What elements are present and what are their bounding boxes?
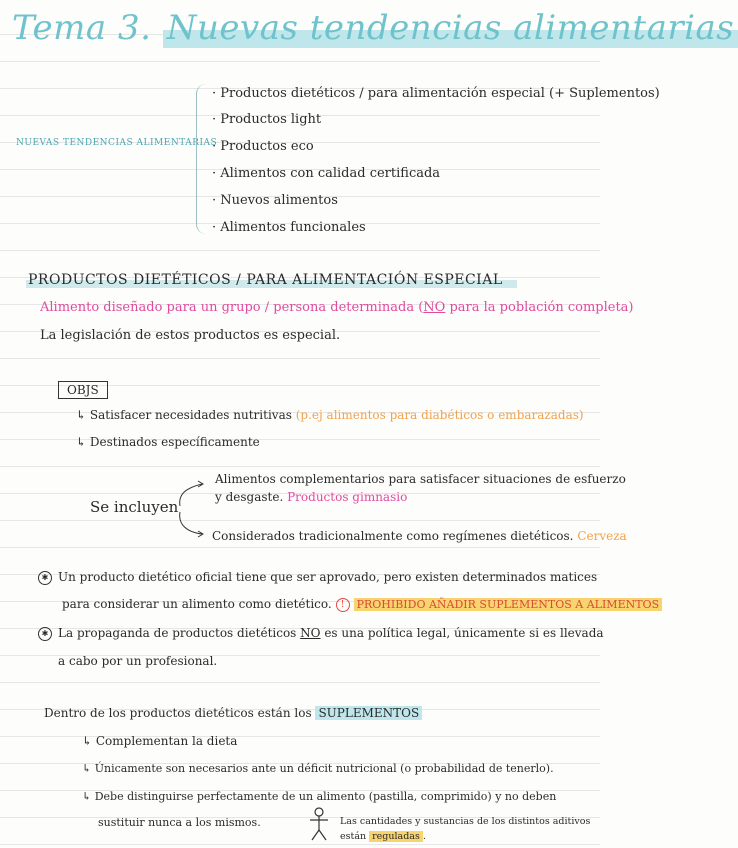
prohibited-icon: !	[336, 598, 350, 612]
note-2-line1	[38, 626, 604, 641]
trend-item: · Productos dietéticos / para alimentación especial (+ Suplementos)	[212, 86, 660, 101]
definition-pre: Alimento diseñado para un grupo / persona determinada (	[40, 300, 424, 315]
trend-item: · Nuevos alimentos	[212, 193, 338, 208]
side-note-pre: están	[340, 831, 367, 842]
includes-item-a-text: y desgaste.	[215, 490, 284, 504]
includes-item-a-line1: Alimentos complementarios para satisfacer situaciones de esfuerzo	[215, 472, 626, 486]
se-incluyen-label: Se incluyen	[90, 498, 179, 516]
section-title-text: PRODUCTOS DIETÉTICOS / PARA ALIMENTACIÓN ESPECIAL	[26, 272, 517, 288]
note-2-line2: a cabo por un profesional.	[58, 654, 218, 668]
trend-item: · Alimentos con calidad certificada	[212, 166, 441, 181]
suplementos-intro-text: Dentro de los productos dietéticos están los	[44, 706, 312, 720]
includes-item-b-text: Considerados tradicionalmente como regímenes dietéticos.	[212, 529, 574, 543]
star-bullet-icon: ✱	[38, 627, 52, 641]
note-2-no: NO	[300, 626, 321, 640]
side-note-post: .	[422, 831, 426, 842]
note-1-text: Un producto dietético oficial tiene que ser aprovado, pero existen determinados matices	[58, 570, 598, 584]
side-note-line2	[340, 831, 426, 842]
page-title	[12, 8, 738, 48]
includes-item-b	[212, 529, 627, 543]
note-1-line2	[62, 597, 662, 612]
definition-post: para la población completa)	[445, 300, 634, 315]
note-2-post: es una política legal, únicamente si es llevada	[320, 626, 604, 640]
note-1-text-2: para considerar un alimento como dietético.	[62, 597, 332, 611]
trend-item: · Productos light	[212, 112, 322, 127]
includes-item-a-line2	[215, 490, 407, 504]
suplementos-intro	[44, 706, 422, 720]
side-note-line1: Las cantidades y sustancias de los distintos aditivos	[340, 816, 591, 827]
suplementos-item-cont: sustituir nunca a los mismos.	[98, 816, 261, 829]
objs-item	[76, 408, 584, 422]
suplementos-item: ↳ Debe distinguirse perfectamente de un alimento (pastilla, comprimido) y no deben	[82, 790, 557, 803]
suplementos-item: ↳ Complementan la dieta	[82, 734, 238, 748]
title-main: Nuevas tendencias alimentarias	[163, 8, 738, 48]
trend-item: · Productos eco	[212, 139, 314, 154]
objs-item: ↳ Destinados específicamente	[76, 435, 260, 449]
star-bullet-icon: ✱	[38, 571, 52, 585]
includes-item-a-example: Productos gimnasio	[287, 490, 408, 504]
curly-brace	[196, 84, 207, 234]
note-2-pre: La propaganda de productos dietéticos	[58, 626, 301, 640]
section-title	[26, 272, 517, 288]
note-1-line1	[38, 570, 597, 585]
prohibited-text: PROHIBIDO AÑADIR SUPLEMENTOS A ALIMENTOS	[354, 598, 663, 611]
objs-box: OBJS	[58, 381, 108, 399]
definition	[40, 300, 634, 315]
legislation-text: La legislación de estos productos es especial.	[40, 328, 341, 343]
trend-item: · Alimentos funcionales	[212, 220, 366, 235]
suplementos-item: ↳ Únicamente son necesarios ante un déficit nutricional (o probabilidad de tenerlo).	[82, 762, 554, 775]
branch-arrows	[172, 478, 212, 540]
side-note-keyword: reguladas	[369, 831, 423, 842]
stick-figure-icon	[308, 806, 330, 842]
includes-item-b-example: Cerveza	[577, 529, 627, 543]
objs-item-text: ↳ Satisfacer necesidades nutritivas	[76, 408, 292, 422]
definition-no: NO	[423, 300, 446, 315]
objs-item-example: (p.ej alimentos para diabéticos o embarazadas)	[295, 408, 584, 422]
title-prefix: Tema 3.	[12, 8, 152, 48]
suplementos-keyword: SUPLEMENTOS	[315, 706, 422, 720]
side-label: NUEVAS TENDENCIAS ALIMENTARIAS	[16, 138, 218, 148]
